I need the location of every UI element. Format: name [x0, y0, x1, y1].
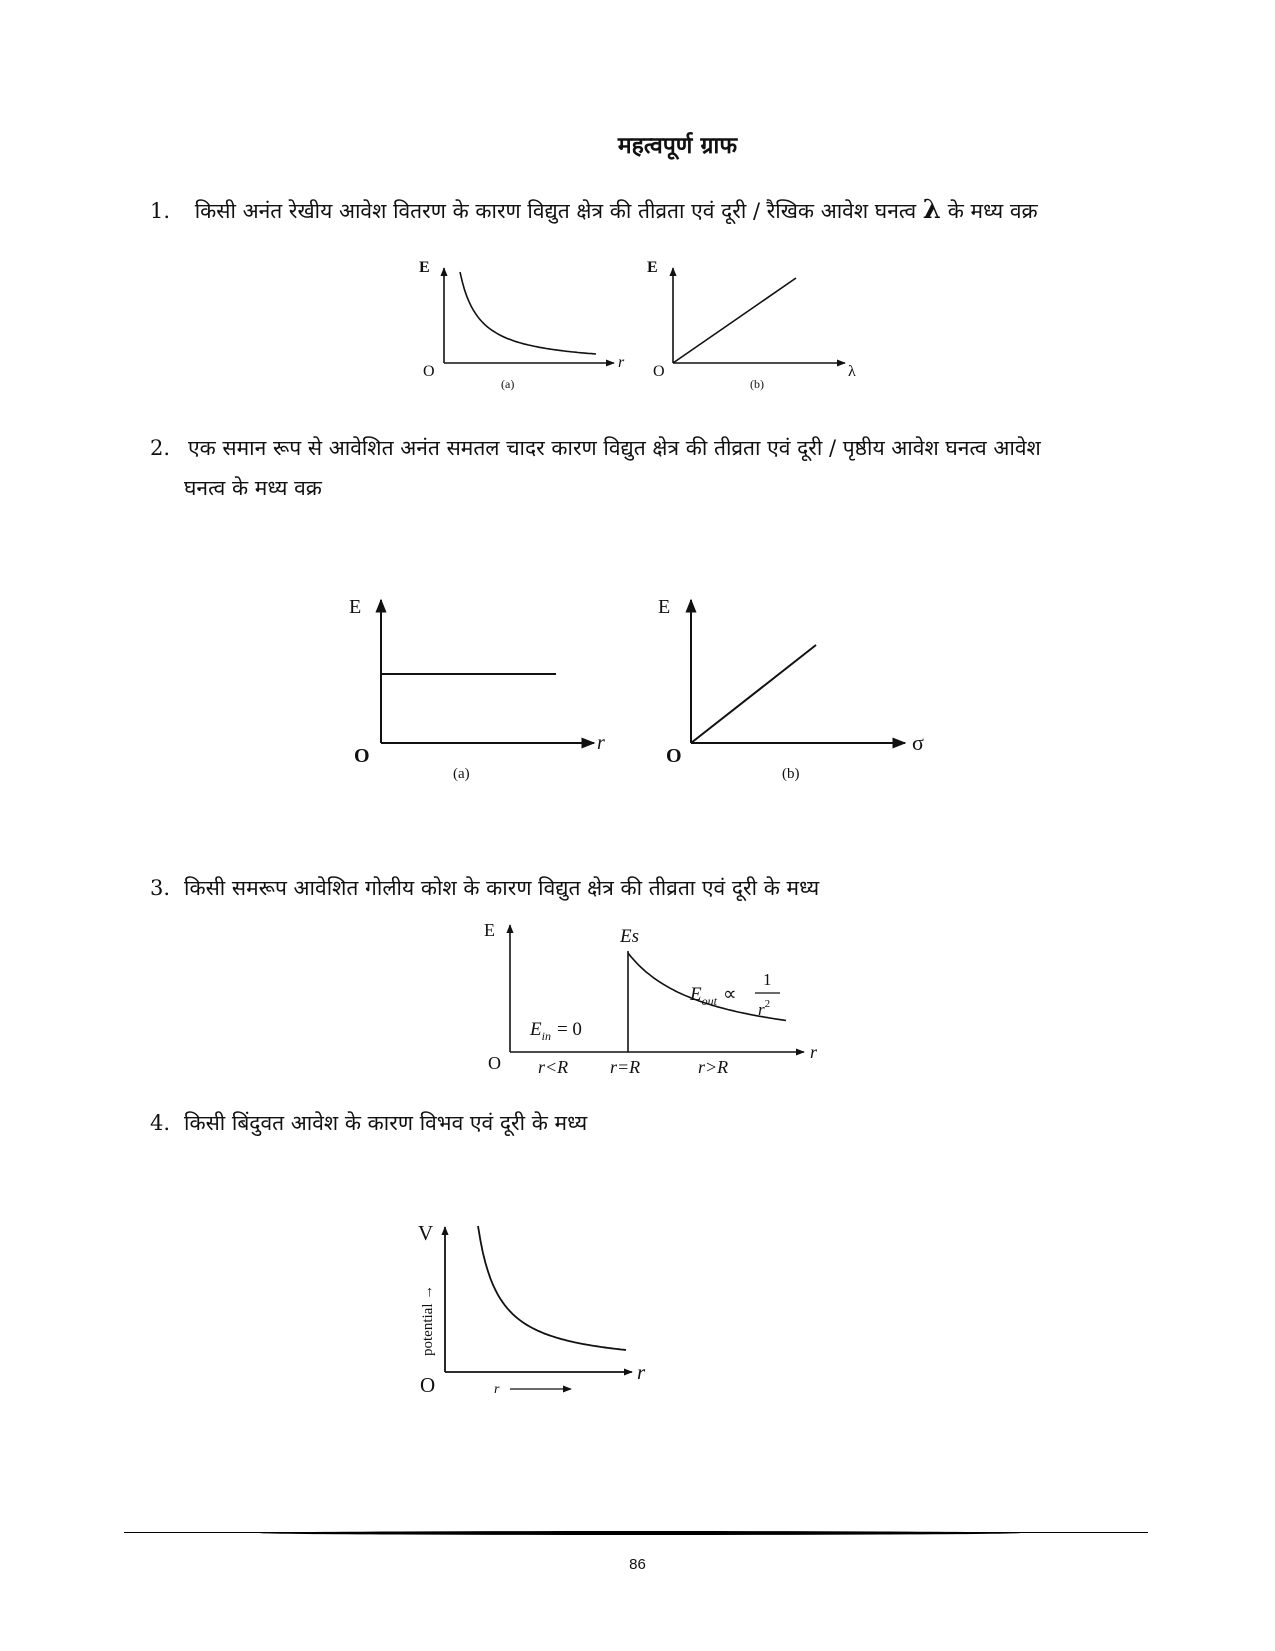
e-outside-relation: ∝: [722, 984, 737, 1005]
region-inside: r<R: [538, 1057, 569, 1077]
origin-label: O: [666, 745, 682, 767]
origin-label: O: [488, 1053, 501, 1073]
graph-4: [418, 1221, 646, 1397]
origin-label: O: [653, 363, 665, 380]
origin-label: O: [420, 1373, 436, 1397]
y-label: V: [418, 1221, 434, 1245]
graph-3: [484, 920, 818, 1077]
y-label: E: [647, 259, 658, 276]
line: [691, 645, 816, 743]
question-2: [150, 428, 1150, 508]
e-inside-sub: in: [541, 1029, 551, 1043]
x-label: λ: [848, 363, 856, 380]
question-number: 4.: [150, 1111, 171, 1135]
origin-label: O: [423, 363, 435, 380]
x-label: r: [618, 354, 625, 371]
question-number: 1.: [150, 199, 171, 223]
y-label: E: [349, 596, 362, 618]
graph-1b: [647, 259, 856, 391]
y-label: E: [484, 920, 495, 940]
e-inside-value: = 0: [556, 1019, 582, 1040]
x-label: σ: [912, 730, 924, 755]
graph-1a: [419, 259, 625, 391]
e-outside-label: $E_{out}$ ∝: [690, 984, 737, 1008]
question-4: [150, 1103, 1150, 1143]
fraction-denominator: $r^2$: [758, 998, 771, 1019]
question-number: 2.: [150, 436, 171, 460]
question-text: किसी बिंदुवत आवेश के कारण विभव एवं दूरी के मध्य: [184, 1111, 588, 1135]
lambda-symbol: λ: [922, 195, 942, 225]
fraction-numerator: 1: [763, 970, 772, 989]
footer-rule-thick: [260, 1531, 1020, 1535]
question-3: [150, 868, 1150, 908]
question-number: 3.: [150, 876, 171, 900]
question-text-line-1: एक समान रूप से आवेशित अनंत समतल चादर कारण विद्युत क्षेत्र की तीव्रता एवं दूरी / पृष्ठीय आवेश घनत्व आवेश: [188, 436, 1041, 460]
caption: (b): [750, 377, 764, 391]
curve: [460, 272, 596, 354]
x-label: r: [637, 1360, 646, 1384]
caption: (a): [453, 766, 470, 782]
page-title: महत्वपूर्ण ग्राफ: [617, 133, 738, 159]
region-outside: r>R: [698, 1057, 729, 1077]
y-label: E: [419, 259, 430, 276]
e-outside-sub: out: [701, 994, 717, 1008]
x-label: r: [810, 1042, 818, 1062]
peak-label: Es: [620, 926, 639, 947]
y-axis-caption: potential →: [420, 1284, 436, 1356]
line: [673, 278, 796, 363]
y-label: E: [658, 596, 671, 618]
caption: (b): [782, 766, 800, 782]
origin-label: O: [354, 745, 370, 767]
question-text-line-2: घनत्व के मध्य वक्र: [184, 476, 322, 500]
question-text: किसी अनंत रेखीय आवेश वितरण के कारण विद्युत क्षेत्र की तीव्रता एवं दूरी / रैखिक आवेश घनत्व: [194, 199, 923, 223]
e-inside-label: $E_{in} = 0$: [530, 1019, 582, 1043]
graph-2a: [349, 596, 605, 782]
question-text: किसी समरूप आवेशित गोलीय कोश के कारण विद्युत क्षेत्र की तीव्रता एवं दूरी के मध्य: [184, 876, 820, 900]
curve: [478, 1226, 626, 1350]
question-text-end: के मध्य वक्र: [941, 199, 1038, 223]
x-label: r: [597, 732, 605, 754]
graph-2b: [658, 596, 924, 782]
page-number: 86: [629, 1556, 646, 1573]
region-boundary: r=R: [610, 1057, 641, 1077]
caption: (a): [501, 377, 515, 391]
x-axis-caption: r: [494, 1382, 500, 1397]
